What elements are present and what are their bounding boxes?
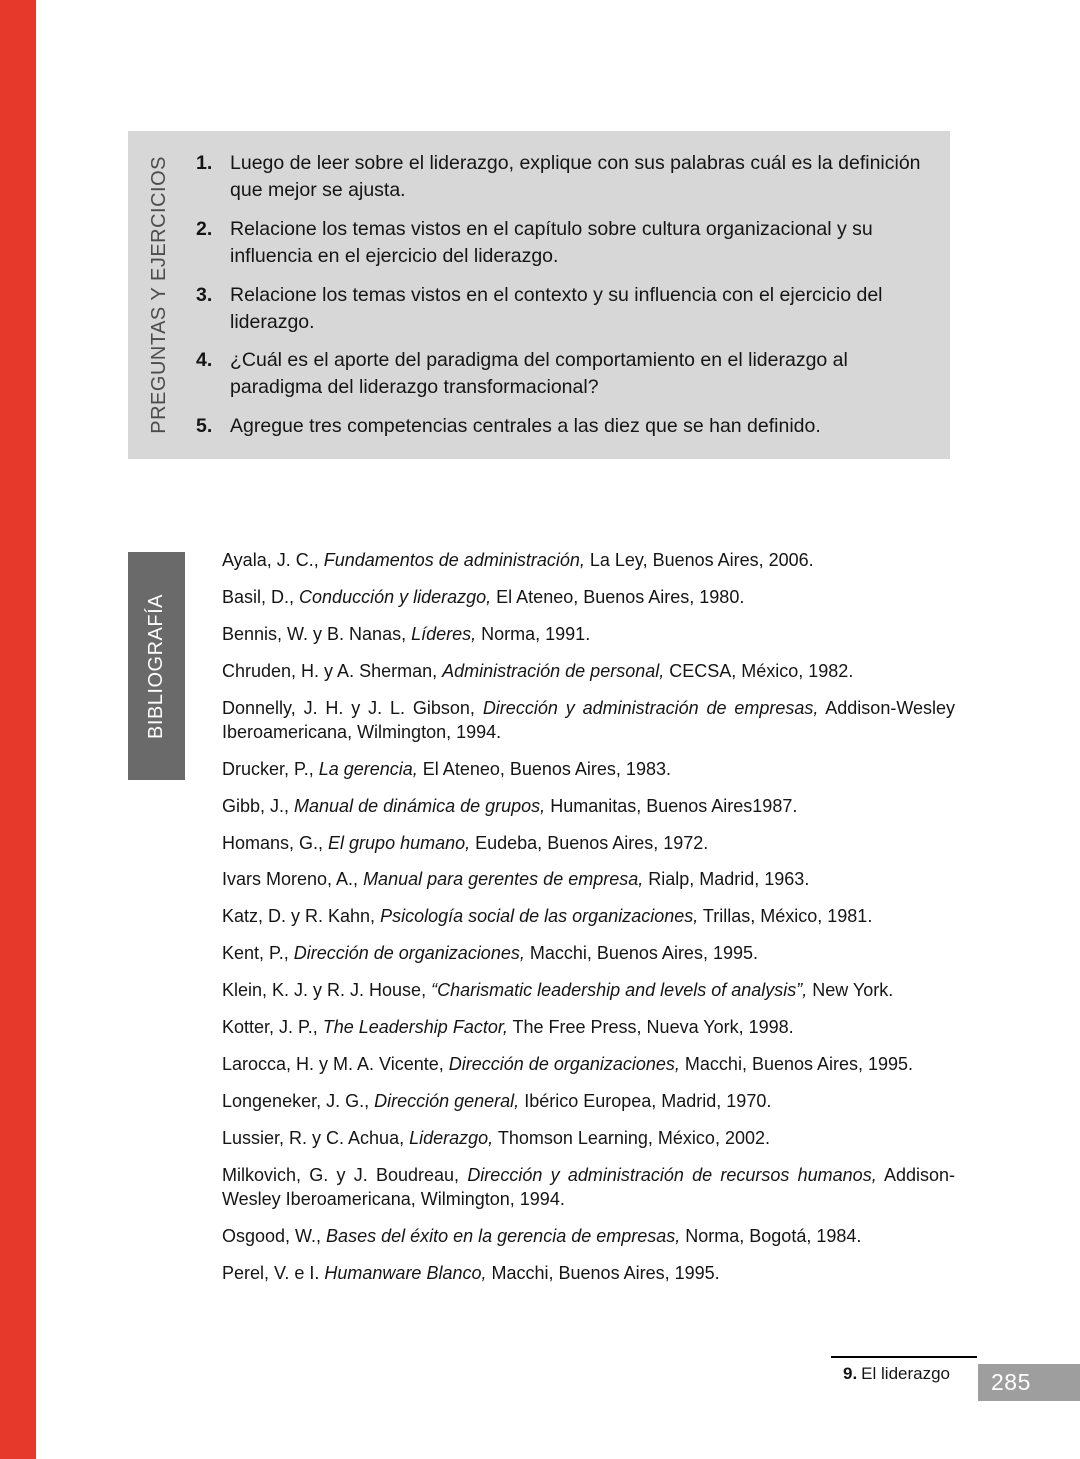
bibliography-entry: [222, 623, 955, 647]
chapter-number: 9.: [842, 1364, 858, 1383]
bibliography-entry: [222, 868, 955, 892]
entry-text: El Ateneo, Buenos Aires, 1980.: [491, 586, 745, 607]
question-number: 3.: [196, 283, 213, 306]
question-item: [196, 150, 930, 204]
bibliography-entry: [222, 979, 955, 1003]
entry-text: Longeneker, J. G.,: [222, 1091, 375, 1112]
entry-text: The Free Press, Nueva York, 1998.: [507, 1017, 794, 1038]
questions-section: [128, 131, 950, 459]
entry-text: Humanitas, Buenos Aires1987.: [545, 795, 798, 816]
entry-text: Addison-Wesley Iberoamericana, Wilmington, 1994.: [222, 697, 956, 742]
entry-text: Thomson Learning, México, 2002.: [493, 1128, 770, 1148]
page-spine-red-bar: [0, 0, 36, 1459]
work-title: El grupo humano,: [328, 832, 471, 853]
chapter-reference: [811, 1364, 950, 1384]
bibliography-entry: [222, 549, 955, 573]
question-item: [196, 282, 930, 336]
entry-text: La Ley, Buenos Aires, 2006.: [584, 550, 814, 570]
question-text: Relacione los temas vistos en el capítulo sobre cultura organizacional y su influencia en el ejercicio del liderazgo.: [230, 217, 873, 267]
bibliography-entry: [222, 697, 955, 745]
question-number: 2.: [196, 217, 213, 240]
bibliography-entry: [222, 1016, 955, 1040]
question-text: Agregue tres competencias centrales a las diez que se han definido.: [230, 415, 821, 438]
entry-text: Macchi, Buenos Aires, 1995.: [486, 1262, 720, 1283]
bibliography-entry: [222, 586, 955, 610]
work-title: Manual para gerentes de empresa,: [363, 869, 644, 890]
work-title: Dirección general,: [374, 1091, 520, 1112]
entry-text: CECSA, México, 1982.: [664, 660, 854, 681]
question-item: [196, 413, 930, 440]
question-number: 5.: [196, 415, 213, 438]
bibliography-entry: [222, 905, 955, 929]
work-title: Dirección y administración de empresas,: [482, 697, 819, 718]
entry-text: Norma, 1991.: [476, 623, 591, 644]
entry-text: Rialp, Madrid, 1963.: [643, 869, 810, 890]
work-title: Bases del éxito en la gerencia de empresas,: [326, 1225, 681, 1246]
bibliography-vertical-label: BIBLIOGRAFÍA: [145, 593, 167, 739]
entry-text: Perel, V. e I.: [222, 1262, 325, 1283]
entry-text: El Ateneo, Buenos Aires, 1983.: [417, 758, 671, 779]
work-title: “Charismatic leadership and levels of analysis”,: [431, 980, 808, 1001]
work-title: Humanware Blanco,: [324, 1262, 487, 1283]
entry-text: Katz, D. y R. Kahn,: [222, 906, 381, 927]
footer-rule: [831, 1356, 977, 1358]
question-number: 1.: [196, 152, 213, 174]
entry-text: Donnelly, J. H. y J. L. Gibson,: [222, 697, 483, 718]
entry-text: Kent, P.,: [222, 943, 294, 964]
page-number-box: [978, 1364, 1080, 1401]
bibliography-section-label: [128, 552, 185, 780]
entry-text: Macchi, Buenos Aires, 1995.: [679, 1054, 914, 1075]
entry-text: Osgood, W.,: [222, 1225, 327, 1246]
entry-text: Norma, Bogotá, 1984.: [680, 1225, 862, 1246]
work-title: Psicología social de las organizaciones,: [380, 906, 699, 927]
work-title: Manual de dinámica de grupos,: [294, 795, 546, 816]
work-title: La gerencia,: [318, 758, 418, 779]
question-text: ¿Cuál es el aporte del paradigma del comportamiento en el liderazgo al paradigma del liderazgo transformacional?: [230, 349, 848, 399]
bibliography-entry: [222, 1090, 955, 1114]
work-title: Liderazgo,: [409, 1128, 494, 1148]
bibliography-entry: [222, 1127, 955, 1151]
questions-vertical-label: PREGUNTAS Y EJERCICIOS: [147, 156, 170, 434]
entry-text: Klein, K. J. y R. J. House,: [222, 980, 432, 1001]
bibliography-entry: [222, 795, 955, 819]
bibliography-entry: [222, 832, 955, 856]
bibliography-entry: [222, 1164, 955, 1212]
entry-text: Macchi, Buenos Aires, 1995.: [524, 943, 758, 964]
bibliography-entry: [222, 1262, 955, 1286]
entry-text: Kotter, J. P.,: [222, 1017, 323, 1038]
bibliography-entry: [222, 1053, 955, 1077]
question-number: 4.: [196, 349, 213, 372]
entry-text: Basil, D.,: [222, 586, 300, 607]
work-title: Líderes,: [411, 623, 477, 644]
entry-text: Ibérico Europea, Madrid, 1970.: [519, 1091, 772, 1112]
entry-text: New York.: [807, 980, 894, 1001]
work-title: Fundamentos de administración,: [323, 550, 585, 570]
questions-list: [190, 131, 950, 459]
question-item: [196, 347, 930, 401]
question-text: Luego de leer sobre el liderazgo, explique con sus palabras cuál es la definición que mejor se ajusta.: [230, 152, 921, 201]
bibliography-entry: [222, 1225, 955, 1249]
entry-text: Ivars Moreno, A.,: [222, 869, 364, 890]
question-text: Relacione los temas vistos en el contexto y su influencia con el ejercicio del liderazgo.: [230, 283, 883, 333]
question-item: [196, 216, 930, 270]
bibliography-entry: [222, 660, 955, 684]
work-title: The Leadership Factor,: [322, 1017, 508, 1038]
entry-text: Milkovich, G. y J. Boudreau,: [222, 1164, 468, 1185]
chapter-title: El liderazgo: [861, 1364, 950, 1383]
entry-text: Eudeba, Buenos Aires, 1972.: [470, 832, 709, 853]
work-title: Dirección de organizaciones,: [293, 943, 525, 964]
bibliography-entry: [222, 758, 955, 782]
entry-text: Lussier, R. y C. Achua,: [222, 1128, 410, 1148]
page-number: 285: [991, 1369, 1031, 1395]
entry-text: Homans, G.,: [222, 832, 329, 853]
work-title: Administración de personal,: [442, 660, 665, 681]
bibliography-entry: [222, 942, 955, 966]
work-title: Dirección y administración de recursos humanos,: [467, 1164, 877, 1185]
entry-text: Trillas, México, 1981.: [698, 906, 873, 927]
bibliography-list: [222, 549, 955, 1299]
entry-text: Bennis, W. y B. Nanas,: [222, 623, 412, 644]
work-title: Conducción y liderazgo,: [299, 586, 492, 607]
entry-text: Addison-Wesley Iberoamericana, Wilmington, 1994.: [222, 1164, 955, 1209]
questions-section-label: [128, 131, 190, 459]
entry-text: Drucker, P.,: [222, 758, 319, 779]
entry-text: Larocca, H. y M. A. Vicente,: [222, 1054, 449, 1075]
entry-text: Ayala, J. C.,: [222, 550, 324, 570]
entry-text: Chruden, H. y A. Sherman,: [222, 660, 443, 681]
work-title: Dirección de organizaciones,: [448, 1054, 680, 1075]
entry-text: Gibb, J.,: [222, 795, 295, 816]
